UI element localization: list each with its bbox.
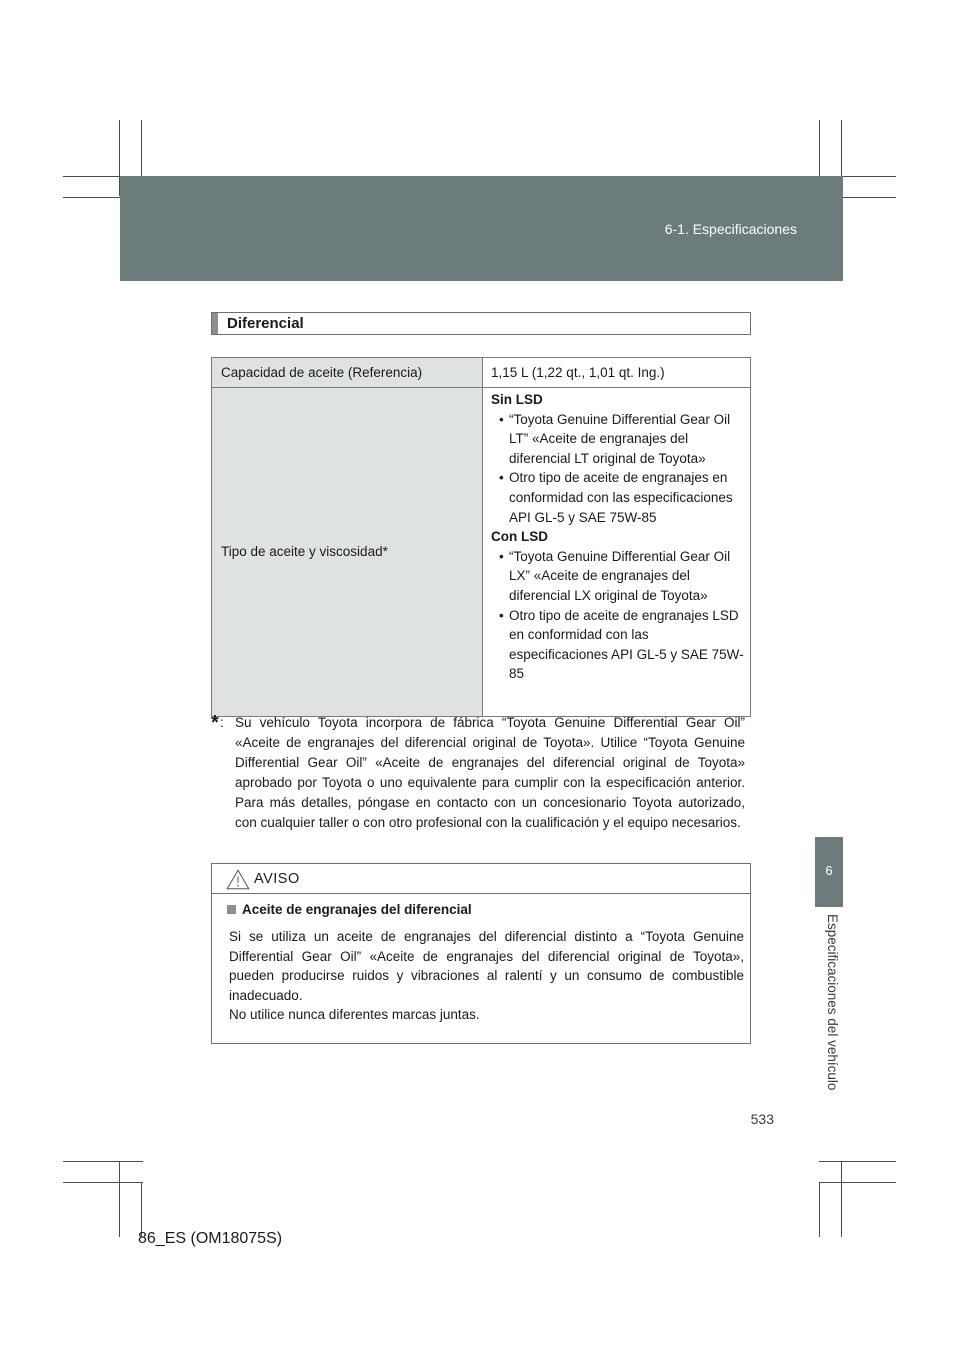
footnote-text: Su vehículo Toyota incorpora de fábrica “Toyota Genuine Differential Gear Oil” «Aceite de engranajes del diferencial original de Toyota». Utilice “Toyota Genuine Differential Gear Oil” «Aceite de engranajes del diferencial original de Toyota» aprobado por Toyota o uno equivalente para cumplir con la especificación anterior. Para más detalles, póngase en contacto con un concesionario Toyota autorizado, con cualquier taller o con otro profesional con la cualificación y el equipo necesarios. [235, 715, 745, 830]
warning-title: Aceite de engranajes del diferencial [242, 902, 472, 917]
warning-paragraph: No utilice nunca diferentes marcas juntas. [229, 1007, 480, 1023]
document-code: 86_ES (OM18075S) [138, 1230, 283, 1247]
list-item: • Otro tipo de aceite de engranajes en conformidad con las especificaciones API GL-5 y SAE 75W-85 [499, 468, 744, 527]
crop-mark [819, 1182, 896, 1183]
crop-mark [63, 1182, 143, 1183]
list-item: • “Toyota Genuine Differential Gear Oil LT” «Aceite de engranajes del diferencial LT original de Toyota» [499, 410, 744, 469]
warning-icon [226, 869, 250, 890]
table-cell-label: Tipo de aceite y viscosidad* [212, 388, 483, 717]
footnote-marker: * [211, 712, 219, 734]
footnote [211, 713, 745, 833]
warning-item [212, 900, 750, 920]
chapter-title: Especificaciones del vehículo [825, 914, 840, 1091]
square-bullet-icon [227, 905, 236, 914]
option-list [491, 410, 744, 528]
spec-table [211, 357, 751, 717]
header-section-title: 6-1. Especificaciones [664, 221, 797, 237]
table-row [212, 388, 751, 717]
warning-paragraph: Si se utiliza un aceite de engranajes del diferencial distinto a “Toyota Genuine Differential Gear Oil” «Aceite de engranajes del diferencial original de Toyota», pueden producirse ruidos y vibraciones al ralentí y un consumo de combustible inadecuado. [229, 929, 744, 1003]
warning-label: AVISO [254, 871, 300, 887]
crop-mark [141, 1182, 142, 1237]
crop-mark [119, 1161, 120, 1237]
section-header [211, 312, 751, 335]
option-list [491, 547, 744, 684]
chapter-tab[interactable] [815, 837, 843, 907]
group-title: Sin LSD [491, 392, 543, 407]
list-item: • Otro tipo de aceite de engranajes LSD en conformidad con las especificaciones API GL-5 y SAE 75W-85 [499, 606, 744, 684]
warning-body [212, 900, 750, 1025]
warning-header [212, 864, 750, 894]
table-row [212, 358, 751, 388]
list-item: • “Toyota Genuine Differential Gear Oil LX” «Aceite de engranajes del diferencial LX original de Toyota» [499, 547, 744, 606]
crop-mark [819, 1161, 896, 1162]
chapter-number: 6 [825, 863, 833, 878]
table-cell-value [483, 388, 751, 717]
group-title: Con LSD [491, 529, 548, 545]
section-marker [212, 313, 218, 334]
crop-mark [63, 1161, 143, 1162]
crop-mark [841, 1161, 842, 1237]
footnote-body: : Su vehículo Toyota incorpora de fábrica “Toyota Genuine Differential Gear Oil” «Aceite de engranajes del diferencial original de Toyota». Utilice “Toyota Genuine Differential Gear Oil” «Aceite de engranajes del diferencial original de Toyota» aprobado por Toyota o uno equivalente para cumplir con la especificación anterior. Para más detalles, póngase en contacto con un concesionario Toyota autorizado, con cualquier taller o con otro profesional con la cualificación y el equipo necesarios. [220, 715, 745, 830]
warning-box [211, 863, 751, 1044]
table-cell-label: Capacidad de aceite (Referencia) [212, 358, 483, 388]
page-header [120, 176, 843, 281]
page-number: 533 [750, 1111, 774, 1127]
warning-text [229, 927, 744, 1025]
section-title: Diferencial [227, 315, 304, 332]
crop-mark [819, 1182, 820, 1237]
table-cell-value: 1,15 L (1,22 qt., 1,01 qt. Ing.) [483, 358, 751, 388]
